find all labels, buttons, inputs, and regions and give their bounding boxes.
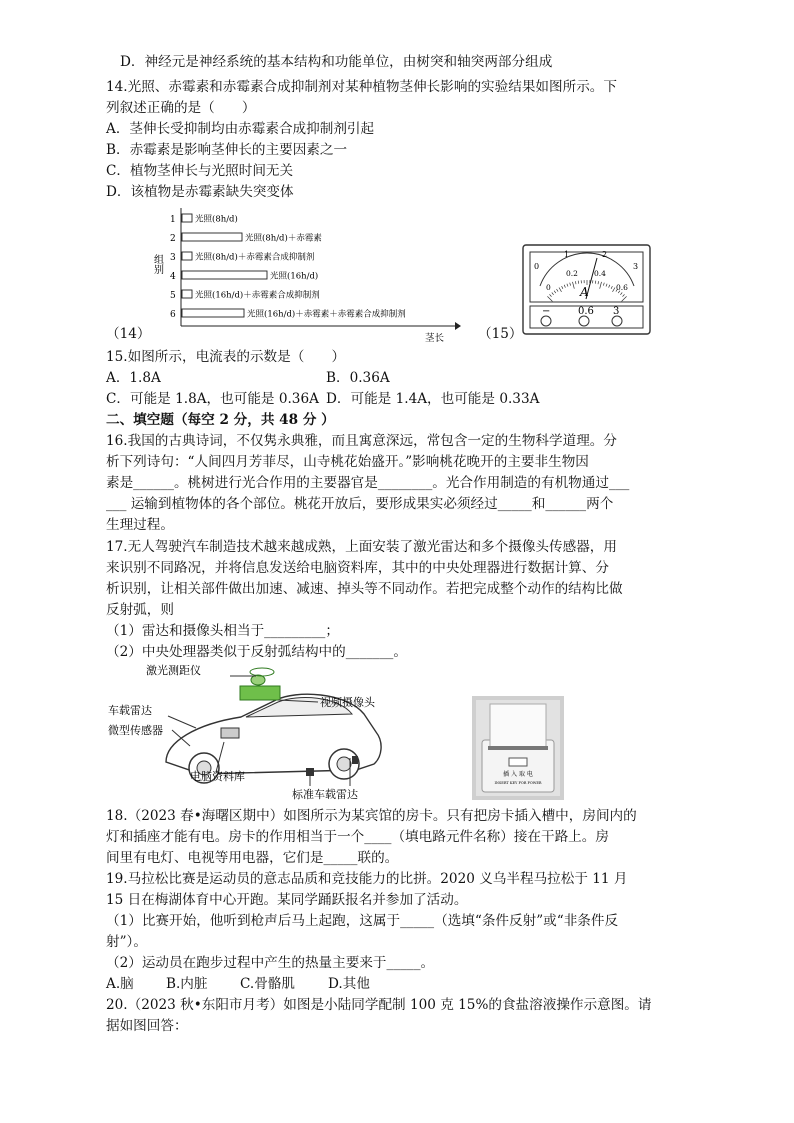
label-video-camera: 视频摄像头 <box>320 696 375 709</box>
q17-sub1: （1）雷达和摄像头相当于_________； <box>106 623 339 639</box>
q14-option-c: C．植物茎伸长与光照时间无关 <box>106 163 294 179</box>
q17-line2: 来识别不同路况，并将信息发送给电脑资料库，其中的中央处理器进行数据计算、分 <box>106 560 609 576</box>
bar-label-group-3: 光照(8h/d)＋赤霉素合成抑制剂 <box>195 252 315 263</box>
group-number-2: 2 <box>170 234 176 244</box>
ammeter-top-2: 2 <box>602 250 608 259</box>
terminal-negative: − <box>542 306 551 317</box>
group-number-5: 5 <box>170 291 176 301</box>
label-micro-sensor: 微型传感器 <box>108 724 163 737</box>
q18-line3: 间里有电灯、电视等用电器，它们是_____联的。 <box>106 850 399 866</box>
bar-label-group-5: 光照(16h/d)＋赤霉素合成抑制剂 <box>195 290 320 301</box>
q19-option-c: C.骨骼肌 <box>240 976 296 992</box>
q19-option-d: D.其他 <box>328 976 370 992</box>
q16-line2: 析下列诗句：“人间四月芳菲尽，山寺桃花始盛开。”影响桃花晚开的主要非生物因 <box>106 454 589 470</box>
q19-line2: 15 日在梅湖体育中心开跑。某同学踊跃报名并参加了活动。 <box>106 892 468 908</box>
q13-option-d: D．神经元是神经系统的基本结构和功能单位，由树突和轴突两部分组成 <box>120 54 553 70</box>
q17-line3: 析识别，让相关部件做出加速、减速、掉头等不同动作。若把完成整个动作的结构比做 <box>106 581 623 597</box>
q16-line4: ___ 运输到植物体的各个部位。桃花开放后，要形成果实必须经过_____和______两个 <box>106 496 614 512</box>
bar-group-5 <box>182 290 192 298</box>
figure-14-bars <box>152 208 462 344</box>
figure-15-ammeter <box>522 244 652 336</box>
ammeter-tick <box>578 281 579 284</box>
ammeter-top-1: 1 <box>564 250 570 259</box>
q19-line1: 19.马拉松比赛是运动员的意志品质和竞技能力的比拼。2020 义乌半程马拉松于 11 月 <box>106 871 628 887</box>
figure-15-caption: （15） <box>478 326 523 342</box>
x-axis-label: 茎长 <box>425 333 445 344</box>
ammeter-bottom-04: 0.4 <box>594 269 606 278</box>
q20-line1: 20.（2023 秋•东阳市月考）如图是小陆同学配制 100 克 15%的食盐溶液操作示意图。请 <box>106 997 652 1013</box>
group-number-3: 3 <box>170 253 176 263</box>
card-slot-text-cn: 插 入 取 电 <box>503 771 533 778</box>
q17-line1: 17.无人驾驶汽车制造技术越来越成熟，上面安装了激光雷达和多个摄像头传感器，用 <box>106 539 617 555</box>
label-computer-database: 电脑资料库 <box>190 770 245 783</box>
q19-sub1-cont: 射”）。 <box>106 934 147 950</box>
ammeter-bottom-06: 0.6 <box>616 283 628 292</box>
q19-option-a: A.脑 <box>106 976 134 992</box>
bar-label-group-4: 光照(16h/d) <box>270 271 319 282</box>
q14-option-d: D．该植物是赤霉素缺失突变体 <box>106 184 294 200</box>
ammeter-bottom-02: 0.2 <box>566 269 578 278</box>
car-illustration <box>106 662 396 804</box>
figure-14-chart <box>151 204 515 344</box>
bar-label-group-1: 光照(8h/d) <box>195 214 238 225</box>
terminal-3: 3 <box>613 306 620 317</box>
section-2-heading: 二、填空题（每空 2 分，共 48 分 ） <box>106 412 335 428</box>
q20-line2: 据如图回答： <box>106 1018 188 1034</box>
group-number-1: 1 <box>170 215 176 225</box>
terminal-0.6: 0.6 <box>578 306 594 317</box>
q15-option-a: A．1.8A <box>106 370 161 386</box>
label-onboard-radar: 车载雷达 <box>108 704 152 717</box>
q17-sub2: （2）中央处理器类似于反射弧结构中的_______。 <box>106 644 407 660</box>
bar-group-1 <box>182 214 192 222</box>
q15-option-d: D．可能是 1.4A，也可能是 0.33A <box>326 391 540 407</box>
q16-line1: 16.我国的古典诗词，不仅隽永典雅，而且寓意深远，常包含一定的生物科学道理。分 <box>106 433 617 449</box>
group-number-6: 6 <box>170 310 176 320</box>
q16-line5: 生理过程。 <box>106 517 174 533</box>
bar-group-4 <box>182 271 267 279</box>
label-laser-rangefinder: 激光测距仪 <box>146 664 201 677</box>
q19-sub1: （1）比赛开始，他听到枪声后马上起跑，这属于_____（选填“条件反射”或“非条件反 <box>106 913 619 929</box>
figure-14-caption: （14） <box>106 326 151 342</box>
q14-option-a: A．茎伸长受抑制均由赤霉素合成抑制剂引起 <box>106 121 375 137</box>
q14-stem: 14.光照、赤霉素和赤霉素合成抑制剂对某种植物茎伸长影响的实验结果如图所示。下 <box>106 79 617 95</box>
q17-line4: 反射弧，则 <box>106 602 174 618</box>
y-axis-label: 组别 <box>151 254 163 274</box>
ammeter-top-3: 3 <box>633 262 639 271</box>
q18-line2: 灯和插座才能有电。房卡的作用相当于一个____（填电路元件名称）接在干路上。房 <box>106 829 609 845</box>
q18-line1: 18.（2023 春•海曙区期中）如图所示为某宾馆的房卡。只有把房卡插入槽中，房间内的 <box>106 808 637 824</box>
ammeter-bottom-0: 0 <box>546 283 551 292</box>
group-number-4: 4 <box>170 272 176 282</box>
label-standard-radar: 标准车载雷达 <box>292 788 358 801</box>
bar-label-group-2: 光照(8h/d)＋赤霉素 <box>245 233 322 244</box>
card-slot-text-en: INSERT KEY FOR POWER <box>494 781 542 785</box>
q15-option-b: B．0.36A <box>326 370 390 386</box>
bar-group-2 <box>182 233 242 241</box>
q16-line3: 素是______。桃树进行光合作用的主要器官是________。光合作用制造的有机物通过___ <box>106 475 630 491</box>
q14-option-b: B．赤霉素是影响茎伸长的主要因素之一 <box>106 142 348 158</box>
q14-stem-cont: 列叙述正确的是（ ） <box>106 100 256 116</box>
ammeter-unit: A <box>580 285 589 299</box>
room-card-photo <box>472 696 564 800</box>
bar-group-6 <box>182 309 244 317</box>
bar-group-3 <box>182 252 192 260</box>
q15-stem: 15.如图所示，电流表的示数是（ ） <box>106 349 346 365</box>
ammeter-tick <box>595 281 596 284</box>
q15-option-c: C．可能是 1.8A，也可能是 0.36A <box>106 391 319 407</box>
bar-label-group-6: 光照(16h/d)＋赤霉素＋赤霉素合成抑制剂 <box>247 309 406 320</box>
x-axis-arrow <box>455 322 461 330</box>
q19-sub2: （2）运动员在跑步过程中产生的热量主要来于_____。 <box>106 955 435 971</box>
ammeter-top-0: 0 <box>534 262 540 271</box>
q19-option-b: B.内脏 <box>166 976 208 992</box>
